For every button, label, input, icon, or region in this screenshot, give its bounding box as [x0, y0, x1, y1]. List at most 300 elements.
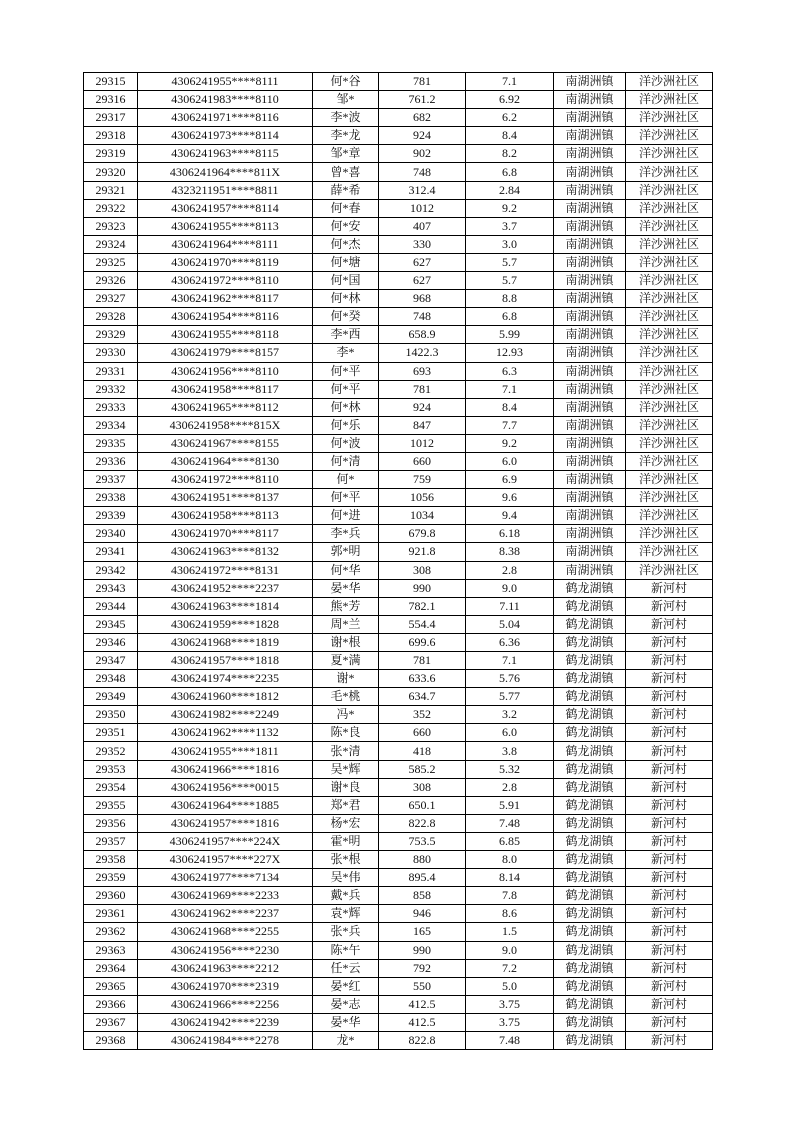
town-cell: 鹤龙湖镇: [554, 977, 626, 995]
value-cell: 3.7: [466, 217, 554, 235]
name-cell: 陈*良: [313, 724, 379, 742]
village-cell: 洋沙洲社区: [626, 416, 713, 434]
table-row: [84, 109, 713, 127]
village-cell: 洋沙洲社区: [626, 163, 713, 181]
village-cell: 洋沙洲社区: [626, 73, 713, 91]
value-cell: 3.75: [466, 995, 554, 1013]
id-number-cell: 4306241952****2237: [138, 579, 313, 597]
table-row: [84, 489, 713, 507]
value-cell: 1.5: [466, 923, 554, 941]
id-number-cell: 4306241966****1816: [138, 760, 313, 778]
id-number-cell: 4306241963****8132: [138, 543, 313, 561]
value-cell: 6.0: [466, 724, 554, 742]
row-number-cell: 29335: [84, 434, 138, 452]
row-number-cell: 29327: [84, 290, 138, 308]
town-cell: 鹤龙湖镇: [554, 579, 626, 597]
table-row: [84, 398, 713, 416]
amount-cell: 634.7: [379, 688, 466, 706]
table-row: [84, 127, 713, 145]
id-number-cell: 4306241959****1828: [138, 615, 313, 633]
village-cell: 洋沙洲社区: [626, 145, 713, 163]
amount-cell: 330: [379, 235, 466, 253]
row-number-cell: 29332: [84, 380, 138, 398]
row-number-cell: 29331: [84, 362, 138, 380]
value-cell: 8.0: [466, 851, 554, 869]
town-cell: 鹤龙湖镇: [554, 995, 626, 1013]
row-number-cell: 29328: [84, 308, 138, 326]
table-row: [84, 706, 713, 724]
row-number-cell: 29346: [84, 633, 138, 651]
id-number-cell: 4306241955****1811: [138, 742, 313, 760]
row-number-cell: 29316: [84, 91, 138, 109]
name-cell: 何*林: [313, 290, 379, 308]
row-number-cell: 29368: [84, 1031, 138, 1049]
value-cell: 6.2: [466, 109, 554, 127]
value-cell: 7.2: [466, 959, 554, 977]
value-cell: 9.6: [466, 489, 554, 507]
amount-cell: 990: [379, 579, 466, 597]
table-row: [84, 199, 713, 217]
table-row: [84, 941, 713, 959]
village-cell: 洋沙洲社区: [626, 290, 713, 308]
value-cell: 8.4: [466, 127, 554, 145]
village-cell: 洋沙洲社区: [626, 452, 713, 470]
name-cell: 何*华: [313, 561, 379, 579]
name-cell: 何*进: [313, 507, 379, 525]
town-cell: 南湖洲镇: [554, 217, 626, 235]
table-row: [84, 181, 713, 199]
town-cell: 鹤龙湖镇: [554, 869, 626, 887]
amount-cell: 308: [379, 561, 466, 579]
amount-cell: 968: [379, 290, 466, 308]
table-row: [84, 308, 713, 326]
value-cell: 7.8: [466, 887, 554, 905]
table-row: [84, 561, 713, 579]
amount-cell: 748: [379, 163, 466, 181]
amount-cell: 822.8: [379, 1031, 466, 1049]
id-number-cell: 4323211951****8811: [138, 181, 313, 199]
value-cell: 9.4: [466, 507, 554, 525]
table-row: [84, 977, 713, 995]
row-number-cell: 29351: [84, 724, 138, 742]
value-cell: 5.76: [466, 670, 554, 688]
town-cell: 鹤龙湖镇: [554, 597, 626, 615]
village-cell: 新河村: [626, 778, 713, 796]
id-number-cell: 4306241957****227X: [138, 851, 313, 869]
village-cell: 新河村: [626, 652, 713, 670]
row-number-cell: 29317: [84, 109, 138, 127]
town-cell: 南湖洲镇: [554, 290, 626, 308]
table-row: [84, 633, 713, 651]
row-number-cell: 29340: [84, 525, 138, 543]
value-cell: 7.1: [466, 73, 554, 91]
row-number-cell: 29363: [84, 941, 138, 959]
name-cell: 冯*: [313, 706, 379, 724]
amount-cell: 822.8: [379, 814, 466, 832]
id-number-cell: 4306241973****8114: [138, 127, 313, 145]
amount-cell: 753.5: [379, 832, 466, 850]
town-cell: 南湖洲镇: [554, 452, 626, 470]
amount-cell: 1012: [379, 199, 466, 217]
table-row: [84, 416, 713, 434]
name-cell: 陈*午: [313, 941, 379, 959]
town-cell: 鹤龙湖镇: [554, 652, 626, 670]
village-cell: 新河村: [626, 670, 713, 688]
id-number-cell: 4306241951****8137: [138, 489, 313, 507]
value-cell: 8.2: [466, 145, 554, 163]
amount-cell: 748: [379, 308, 466, 326]
table-body: [84, 73, 713, 1050]
amount-cell: 1056: [379, 489, 466, 507]
row-number-cell: 29357: [84, 832, 138, 850]
town-cell: 鹤龙湖镇: [554, 615, 626, 633]
town-cell: 南湖洲镇: [554, 471, 626, 489]
amount-cell: 858: [379, 887, 466, 905]
value-cell: 7.7: [466, 416, 554, 434]
amount-cell: 759: [379, 471, 466, 489]
row-number-cell: 29360: [84, 887, 138, 905]
town-cell: 鹤龙湖镇: [554, 688, 626, 706]
value-cell: 8.14: [466, 869, 554, 887]
village-cell: 洋沙洲社区: [626, 181, 713, 199]
row-number-cell: 29352: [84, 742, 138, 760]
id-number-cell: 4306241964****811X: [138, 163, 313, 181]
name-cell: 谢*良: [313, 778, 379, 796]
amount-cell: 782.1: [379, 597, 466, 615]
town-cell: 南湖洲镇: [554, 199, 626, 217]
table-row: [84, 290, 713, 308]
name-cell: 薛*希: [313, 181, 379, 199]
table-row: [84, 959, 713, 977]
village-cell: 新河村: [626, 995, 713, 1013]
id-number-cell: 4306241974****2235: [138, 670, 313, 688]
name-cell: 龙*: [313, 1031, 379, 1049]
row-number-cell: 29353: [84, 760, 138, 778]
name-cell: 任*云: [313, 959, 379, 977]
value-cell: 5.77: [466, 688, 554, 706]
village-cell: 洋沙洲社区: [626, 471, 713, 489]
value-cell: 5.04: [466, 615, 554, 633]
value-cell: 9.2: [466, 434, 554, 452]
table-row: [84, 905, 713, 923]
id-number-cell: 4306241970****2319: [138, 977, 313, 995]
town-cell: 鹤龙湖镇: [554, 633, 626, 651]
value-cell: 6.85: [466, 832, 554, 850]
row-number-cell: 29358: [84, 851, 138, 869]
name-cell: 张*根: [313, 851, 379, 869]
amount-cell: 781: [379, 380, 466, 398]
value-cell: 2.8: [466, 778, 554, 796]
name-cell: 李*西: [313, 326, 379, 344]
row-number-cell: 29338: [84, 489, 138, 507]
value-cell: 6.3: [466, 362, 554, 380]
table-row: [84, 434, 713, 452]
town-cell: 鹤龙湖镇: [554, 814, 626, 832]
town-cell: 南湖洲镇: [554, 91, 626, 109]
table-row: [84, 760, 713, 778]
amount-cell: 165: [379, 923, 466, 941]
name-cell: 张*清: [313, 742, 379, 760]
village-cell: 新河村: [626, 597, 713, 615]
name-cell: 何*癸: [313, 308, 379, 326]
amount-cell: 781: [379, 73, 466, 91]
town-cell: 南湖洲镇: [554, 109, 626, 127]
village-cell: 新河村: [626, 633, 713, 651]
id-number-cell: 4306241956****0015: [138, 778, 313, 796]
value-cell: 3.0: [466, 235, 554, 253]
id-number-cell: 4306241960****1812: [138, 688, 313, 706]
table-row: [84, 670, 713, 688]
id-number-cell: 4306241972****8110: [138, 272, 313, 290]
name-cell: 李*波: [313, 109, 379, 127]
row-number-cell: 29330: [84, 344, 138, 362]
amount-cell: 990: [379, 941, 466, 959]
value-cell: 6.92: [466, 91, 554, 109]
village-cell: 新河村: [626, 615, 713, 633]
id-number-cell: 4306241971****8116: [138, 109, 313, 127]
village-cell: 新河村: [626, 977, 713, 995]
value-cell: 3.2: [466, 706, 554, 724]
id-number-cell: 4306241963****8115: [138, 145, 313, 163]
table-row: [84, 724, 713, 742]
village-cell: 新河村: [626, 832, 713, 850]
id-number-cell: 4306241983****8110: [138, 91, 313, 109]
village-cell: 洋沙洲社区: [626, 217, 713, 235]
table-row: [84, 869, 713, 887]
name-cell: 何*春: [313, 199, 379, 217]
table-row: [84, 851, 713, 869]
town-cell: 南湖洲镇: [554, 272, 626, 290]
row-number-cell: 29315: [84, 73, 138, 91]
table-row: [84, 362, 713, 380]
village-cell: 新河村: [626, 579, 713, 597]
value-cell: 6.36: [466, 633, 554, 651]
name-cell: 谢*: [313, 670, 379, 688]
town-cell: 鹤龙湖镇: [554, 905, 626, 923]
town-cell: 南湖洲镇: [554, 543, 626, 561]
id-number-cell: 4306241955****8111: [138, 73, 313, 91]
village-cell: 洋沙洲社区: [626, 434, 713, 452]
table-row: [84, 887, 713, 905]
value-cell: 5.99: [466, 326, 554, 344]
value-cell: 5.91: [466, 796, 554, 814]
village-cell: 洋沙洲社区: [626, 127, 713, 145]
name-cell: 谢*根: [313, 633, 379, 651]
town-cell: 鹤龙湖镇: [554, 941, 626, 959]
village-cell: 新河村: [626, 869, 713, 887]
village-cell: 新河村: [626, 724, 713, 742]
village-cell: 洋沙洲社区: [626, 398, 713, 416]
amount-cell: 308: [379, 778, 466, 796]
row-number-cell: 29355: [84, 796, 138, 814]
id-number-cell: 4306241964****8111: [138, 235, 313, 253]
table-row: [84, 615, 713, 633]
row-number-cell: 29329: [84, 326, 138, 344]
row-number-cell: 29320: [84, 163, 138, 181]
village-cell: 新河村: [626, 706, 713, 724]
amount-cell: 658.9: [379, 326, 466, 344]
table-row: [84, 923, 713, 941]
id-number-cell: 4306241982****2249: [138, 706, 313, 724]
id-number-cell: 4306241958****8113: [138, 507, 313, 525]
id-number-cell: 4306241955****8113: [138, 217, 313, 235]
table-row: [84, 995, 713, 1013]
amount-cell: 847: [379, 416, 466, 434]
town-cell: 鹤龙湖镇: [554, 851, 626, 869]
amount-cell: 921.8: [379, 543, 466, 561]
amount-cell: 412.5: [379, 1013, 466, 1031]
name-cell: 吴*辉: [313, 760, 379, 778]
name-cell: 何*国: [313, 272, 379, 290]
village-cell: 新河村: [626, 1013, 713, 1031]
amount-cell: 550: [379, 977, 466, 995]
name-cell: 郑*君: [313, 796, 379, 814]
name-cell: 何*平: [313, 362, 379, 380]
row-number-cell: 29364: [84, 959, 138, 977]
table-row: [84, 452, 713, 470]
id-number-cell: 4306241957****1816: [138, 814, 313, 832]
name-cell: 何*清: [313, 452, 379, 470]
village-cell: 洋沙洲社区: [626, 326, 713, 344]
row-number-cell: 29345: [84, 615, 138, 633]
table-row: [84, 688, 713, 706]
town-cell: 鹤龙湖镇: [554, 1031, 626, 1049]
amount-cell: 895.4: [379, 869, 466, 887]
value-cell: 8.6: [466, 905, 554, 923]
row-number-cell: 29322: [84, 199, 138, 217]
id-number-cell: 4306241962****1132: [138, 724, 313, 742]
town-cell: 南湖洲镇: [554, 344, 626, 362]
value-cell: 7.48: [466, 814, 554, 832]
id-number-cell: 4306241954****8116: [138, 308, 313, 326]
amount-cell: 660: [379, 724, 466, 742]
amount-cell: 1034: [379, 507, 466, 525]
name-cell: 戴*兵: [313, 887, 379, 905]
village-cell: 洋沙洲社区: [626, 272, 713, 290]
name-cell: 李*龙: [313, 127, 379, 145]
table-row: [84, 597, 713, 615]
amount-cell: 312.4: [379, 181, 466, 199]
town-cell: 南湖洲镇: [554, 253, 626, 271]
village-cell: 洋沙洲社区: [626, 362, 713, 380]
name-cell: 霍*明: [313, 832, 379, 850]
table-row: [84, 814, 713, 832]
value-cell: 2.84: [466, 181, 554, 199]
row-number-cell: 29362: [84, 923, 138, 941]
id-number-cell: 4306241970****8119: [138, 253, 313, 271]
row-number-cell: 29356: [84, 814, 138, 832]
village-cell: 新河村: [626, 742, 713, 760]
amount-cell: 650.1: [379, 796, 466, 814]
name-cell: 何*杰: [313, 235, 379, 253]
row-number-cell: 29339: [84, 507, 138, 525]
village-cell: 洋沙洲社区: [626, 199, 713, 217]
value-cell: 6.9: [466, 471, 554, 489]
town-cell: 鹤龙湖镇: [554, 724, 626, 742]
row-number-cell: 29348: [84, 670, 138, 688]
table-row: [84, 525, 713, 543]
row-number-cell: 29344: [84, 597, 138, 615]
town-cell: 鹤龙湖镇: [554, 760, 626, 778]
town-cell: 南湖洲镇: [554, 145, 626, 163]
table-row: [84, 91, 713, 109]
id-number-cell: 4306241977****7134: [138, 869, 313, 887]
amount-cell: 761.2: [379, 91, 466, 109]
value-cell: 9.0: [466, 941, 554, 959]
row-number-cell: 29365: [84, 977, 138, 995]
table-row: [84, 652, 713, 670]
id-number-cell: 4306241965****8112: [138, 398, 313, 416]
village-cell: 洋沙洲社区: [626, 507, 713, 525]
id-number-cell: 4306241962****8117: [138, 290, 313, 308]
town-cell: 南湖洲镇: [554, 326, 626, 344]
table-row: [84, 235, 713, 253]
table-row: [84, 145, 713, 163]
name-cell: 李*: [313, 344, 379, 362]
town-cell: 鹤龙湖镇: [554, 670, 626, 688]
id-number-cell: 4306241967****8155: [138, 434, 313, 452]
town-cell: 鹤龙湖镇: [554, 778, 626, 796]
amount-cell: 585.2: [379, 760, 466, 778]
table-row: [84, 163, 713, 181]
row-number-cell: 29354: [84, 778, 138, 796]
table-row: [84, 344, 713, 362]
amount-cell: 633.6: [379, 670, 466, 688]
id-number-cell: 4306241972****8131: [138, 561, 313, 579]
row-number-cell: 29326: [84, 272, 138, 290]
value-cell: 2.8: [466, 561, 554, 579]
value-cell: 7.1: [466, 652, 554, 670]
village-cell: 洋沙洲社区: [626, 543, 713, 561]
id-number-cell: 4306241966****2256: [138, 995, 313, 1013]
data-table: [83, 72, 713, 1050]
amount-cell: 660: [379, 452, 466, 470]
value-cell: 9.2: [466, 199, 554, 217]
row-number-cell: 29367: [84, 1013, 138, 1031]
town-cell: 南湖洲镇: [554, 127, 626, 145]
town-cell: 鹤龙湖镇: [554, 887, 626, 905]
row-number-cell: 29337: [84, 471, 138, 489]
name-cell: 何*安: [313, 217, 379, 235]
table-row: [84, 778, 713, 796]
name-cell: 何*谷: [313, 73, 379, 91]
name-cell: 何*林: [313, 398, 379, 416]
table-row: [84, 73, 713, 91]
table-row: [84, 742, 713, 760]
row-number-cell: 29323: [84, 217, 138, 235]
row-number-cell: 29343: [84, 579, 138, 597]
amount-cell: 627: [379, 253, 466, 271]
id-number-cell: 4306241984****2278: [138, 1031, 313, 1049]
town-cell: 鹤龙湖镇: [554, 796, 626, 814]
village-cell: 新河村: [626, 814, 713, 832]
name-cell: 晏*志: [313, 995, 379, 1013]
village-cell: 洋沙洲社区: [626, 308, 713, 326]
amount-cell: 627: [379, 272, 466, 290]
id-number-cell: 4306241958****815X: [138, 416, 313, 434]
table-row: [84, 471, 713, 489]
name-cell: 邹*: [313, 91, 379, 109]
town-cell: 南湖洲镇: [554, 434, 626, 452]
name-cell: 李*兵: [313, 525, 379, 543]
town-cell: 南湖洲镇: [554, 398, 626, 416]
name-cell: 何*平: [313, 380, 379, 398]
table-row: [84, 579, 713, 597]
village-cell: 洋沙洲社区: [626, 525, 713, 543]
amount-cell: 554.4: [379, 615, 466, 633]
town-cell: 南湖洲镇: [554, 525, 626, 543]
value-cell: 5.7: [466, 272, 554, 290]
